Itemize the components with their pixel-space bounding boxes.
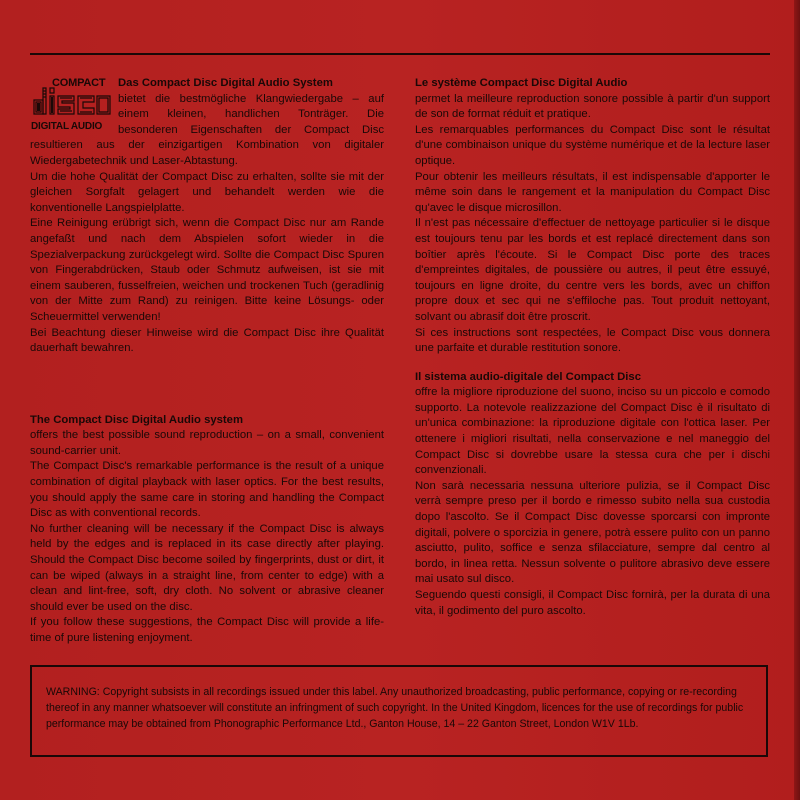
- page-edge-shadow: [794, 0, 800, 800]
- copyright-warning-text: WARNING: Copyright subsists in all recordings issued under this label. Any unauthorized broadcasting, public performance, copying or re-recording thereof in any manner whatsoever will constitute an infringment of such copyright. In the United Kingdom, licences for the use of recordings for public performance may be obtained from Phonographic Performance Ltd., Ganton House, 14 – 22 Ganton Street, London W1V 1Lb.: [46, 686, 744, 730]
- english-paragraph-3: No further cleaning will be necessary if the Compact Disc is always held by the edges and is replaced in its case directly after playing. Should the Compact Disc become soiled by fingerprints, dust or dirt, it can be wiped (always in a straight line, from center to edge) with a clean and lint-free, soft, dry cloth. No solvent or abrasive cleaner should ever be used on the disc.: [30, 522, 384, 613]
- section-spacer: [30, 357, 384, 413]
- logo-compact-text: COMPACT: [52, 77, 106, 89]
- french-section: [415, 76, 770, 357]
- english-paragraph-1: offers the best possible sound reproduction – on a small, convenient sound-carrier unit.: [30, 429, 384, 457]
- italian-paragraph-2: Non sarà necessaria nessuna ulteriore pulizia, se il Compact Disc verrà sempre preso per il bordo e rimesso subito nella sua custodia dopo l'ascolto. Se il Compact Disc dovesse sporcarsi con impronte digitali, polvere o sporcizia in genere, potrà essere pulito con un panno asciutto, pulito, soffice e senza sfilacciature, sempre dal centro al bordo, in linea retta. Nessun solvente o pulitore abrasivo deve essere mai usato sul disco.: [415, 479, 770, 586]
- german-paragraph-4: Bei Beachtung dieser Hinweise wird die Compact Disc ihre Qualität dauerhaft bewahren.: [30, 326, 384, 355]
- left-column: [30, 76, 384, 647]
- italian-title: Il sistema audio-digitale del Compact Disc: [415, 370, 641, 383]
- logo-digital-audio-text: DIGITAL AUDIO: [31, 121, 103, 132]
- compact-disc-logo: [30, 76, 114, 132]
- french-paragraph-3: Pour obtenir les meilleurs résultats, il est indispensable d'apporter le même soin dans le rangement et la manipulation du Compact Disc qu'avec le disque microsillon.: [415, 170, 770, 214]
- italian-section: [415, 370, 770, 620]
- german-title: Das Compact Disc Digital Audio System: [118, 77, 333, 89]
- italian-paragraph-3: Seguendo questi consigli, il Compact Disc fornirà, per la durata di una vita, il godimento del puro ascolto.: [415, 589, 770, 617]
- logo-disc-wordmark: [31, 86, 113, 116]
- english-section: [30, 413, 384, 647]
- copyright-warning-box: [30, 665, 768, 757]
- german-paragraph-3: Eine Reinigung erübrigt sich, wenn die Compact Disc nur am Rande angefaßt und nach dem Abspielen sofort wieder in die Spezialverpackung zurückgelegt wird. Sollte die Compact Disc Spuren von Fingerabdrücken, Staub oder Schmutz aufweisen, ist sie mit einem sauberen, fusselfreien, weichen und trockenen Tuch (geradlinig von der Mitte zum Rand) zu reinigen. Bitte keine Lösungs- oder Scheuermittel verwenden!: [30, 217, 384, 323]
- french-paragraph-2: Les remarquables performances du Compact Disc sont le résultat d'une combinaison unique du système numérique et de la lecture laser optique.: [415, 123, 770, 167]
- top-rule: [30, 53, 770, 55]
- french-paragraph-5: Si ces instructions sont respectées, le Compact Disc vous donnera une parfaite et durable restitution sonore.: [415, 326, 770, 355]
- italian-paragraph-1: offre la migliore riproduzione del suono, inciso su un piccolo e comodo supporto. La notevole realizzazione del Compact Disc è il risultato di un'unica combinazione: la riproduzione digitale con l'ottica laser. Per ottenere i migliori risultati, nella conservazione e nel maneggio del Compact Disc si dovrebbe usare la stessa cura che per i dischi convenzionali.: [415, 386, 770, 477]
- english-title: The Compact Disc Digital Audio system: [30, 413, 244, 426]
- french-title: Le système Compact Disc Digital Audio: [415, 77, 628, 89]
- german-paragraph-2: Um die hohe Qualität der Compact Disc zu erhalten, sollte sie mit der gleichen Sorgfalt gelagert und behandelt werden wie die konventionelle Langspielplatte.: [30, 170, 384, 214]
- french-paragraph-1: permet la meilleure reproduction sonore possible à partir d'un support de son de format réduit et pratique.: [415, 92, 770, 121]
- section-spacer: [415, 357, 770, 370]
- right-column: [415, 76, 770, 619]
- english-paragraph-4: If you follow these suggestions, the Compact Disc will provide a life-time of pure listening enjoyment.: [30, 616, 384, 644]
- german-paragraph-1: bietet die bestmögliche Klangwiedergabe – auf einem kleinen, handlichen Tonträger. Die besonderen Eigenschaften der Compact Disc resultieren aus der einzigartigen Kombination von digitaler Wiedergabetechnik und Laser-Abtastung.: [30, 92, 384, 167]
- english-paragraph-2: The Compact Disc's remarkable performance is the result of a unique combination of digital playback with laser optics. For the best results, you should apply the same care in storing and handling the Compact Disc as with conventional records.: [30, 460, 384, 520]
- german-section: [30, 76, 384, 357]
- french-paragraph-4: Il n'est pas nécessaire d'effectuer de nettoyage particulier si le disque est toujours tenu par les bords et est replacé directement dans son boîtier après l'écoute. Si le Compact Disc porte des traces d'empreintes digitales, de poussière ou autres, il peut être essuyé, toujours en ligne droite, du centre vers les bords, avec un chiffon propre doux et sec qui ne s'effiloche pas. Tout produit nettoyant, solvant ou abrasif doit être proscrit.: [415, 217, 770, 323]
